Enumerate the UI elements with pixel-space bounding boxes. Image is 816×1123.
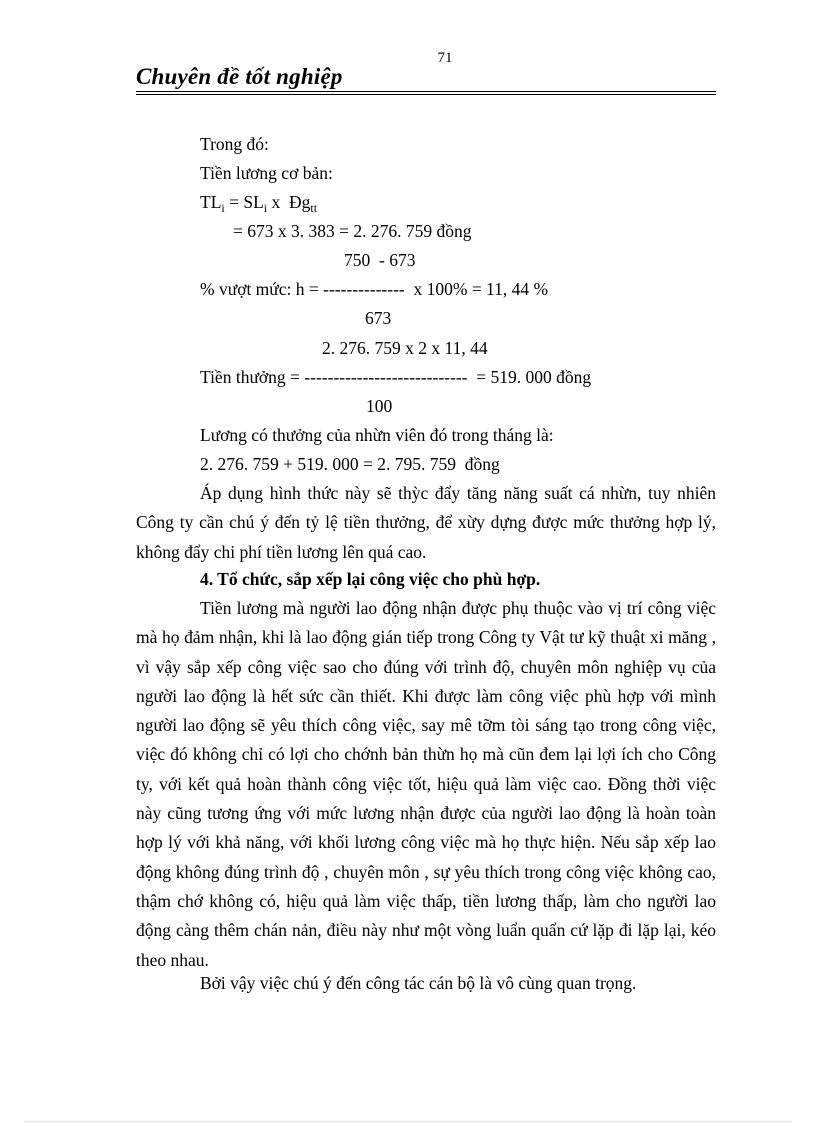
calc-line-1: = 673 x 3. 383 = 2. 276. 759 đồng xyxy=(233,221,472,241)
section-heading: 4. Tổ chức, sắp xếp lại công việc cho phù hợp. xyxy=(200,569,541,589)
numerator-2: 2. 276. 759 x 2 x 11, 44 xyxy=(322,338,488,358)
header-rule-thin xyxy=(136,94,716,95)
tl-formula xyxy=(200,192,317,218)
page-number: 71 xyxy=(437,50,453,66)
denominator-1: 673 xyxy=(365,308,392,328)
tl-symbol: TL xyxy=(200,192,222,212)
salary-label: Lương có thưởng của nhừn viên đó trong tháng là: xyxy=(200,425,554,445)
paragraph-1 xyxy=(136,479,716,567)
salary-calc: 2. 276. 759 + 519. 000 = 2. 795. 759 đồng xyxy=(200,454,500,474)
paragraph-2-text: Tiền lương mà người lao động nhận được phụ thuộc vào vị trí công việc mà họ đảm nhận, khi là lao động gián tiếp trong Công ty Vật tư kỹ thuật xi măng , vì vậy sắp xếp công việc sao cho đúng với trình độ, chuyên môn nghiệp vụ của người lao động là hết sức cần thiết. Khi được làm công việc phù hợp với mình người lao động sẽ yêu thích công việc, say mê tỡm tòi sáng tạo trong công việc, việc đó không chỉ có lợi cho chớnh bản thừn họ mà cũn đem lại lợi ích cho Công ty, với kết quả hoàn thành công việc tốt, hiệu quả làm việc cao. Đồng thời việc này cũng tương ứng với mức lương nhận được của người lao động là hoàn toàn hợp lý với khả năng, với khối lương công việc mà họ thực hiện. Nếu sắp xếp lao động không đúng trình độ , chuyên môn , sự yêu thích trong công việc không cao, thậm chớ không có, hiệu quả làm việc thấp, tiền lương thấp, làm cho người lao động càng thêm chán nản, điều này như một vòng luẩn quẩn cứ lặp đi lặp lại, kéo theo nhau. xyxy=(136,598,716,970)
dg-subscript: tt xyxy=(310,201,318,215)
percent-line: % vượt mức: h = -------------- x 100% = 11, 44 % xyxy=(200,279,549,299)
sl-symbol: = SL xyxy=(224,192,264,212)
bonus-line: Tiền thưởng = ---------------------------- = 519. 000 đồng xyxy=(200,367,592,387)
header-title: Chuyên đề tốt nghiệp xyxy=(136,64,343,89)
header-rule xyxy=(136,91,716,92)
trong-do-label: Trong đó: xyxy=(200,134,269,154)
tien-luong-label: Tiền lương cơ bản: xyxy=(200,163,333,183)
paragraph-3 xyxy=(136,969,716,998)
paragraph-1-text: Áp dụng hình thức này sẽ thỳc đẩy tăng năng suất cá nhừn, tuy nhiên Công ty cần chú ý đến tỷ lệ tiền thưởng, để xừy dựng được mức thưởng hợp lý, không đẩy chi phí tiền lương lên quá cao. xyxy=(136,483,716,562)
footer-dotted-line xyxy=(24,1121,792,1122)
dg-symbol: x Đg xyxy=(267,192,311,212)
tl-subscript: i xyxy=(221,201,225,215)
paragraph-2 xyxy=(136,594,716,975)
sl-subscript: i xyxy=(263,201,268,215)
denominator-2: 100 xyxy=(366,396,393,416)
paragraph-3-text: Bởi vậy việc chú ý đến công tác cán bộ là vô cùng quan trọng. xyxy=(200,973,637,993)
numerator-1: 750 - 673 xyxy=(344,250,416,270)
